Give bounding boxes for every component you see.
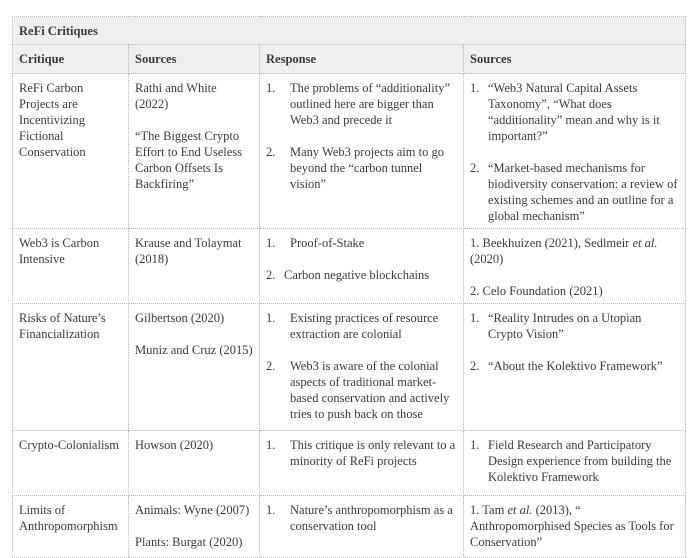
- source-text: 1. Beekhuizen (2021), Sedlmeir: [470, 236, 633, 250]
- source: Rathi and White (2022): [135, 81, 217, 111]
- item-number: 1.: [470, 438, 480, 452]
- sources-cell: [129, 304, 260, 431]
- source-text: 2. Celo Foundation (2021): [470, 284, 603, 298]
- sources-cell: [129, 496, 260, 558]
- list-item: [266, 437, 457, 469]
- response-text: The problems of “additionality” outlined here are bigger than Web3 and precede it: [290, 81, 451, 127]
- table-row: [13, 229, 686, 304]
- critique-cell: ReFi Carbon Projects are Incentivizing Fictional Conservation: [13, 74, 129, 229]
- source-text: “Market-based mechanisms for biodiversity conservation: a review of existing schemes and an outline for a global mechanism”: [488, 161, 678, 223]
- list-item: [470, 358, 679, 374]
- list-item: [266, 235, 457, 251]
- source-text: 1. Tam: [470, 503, 508, 517]
- critique-cell: Limits of Anthropomorphism: [13, 496, 129, 558]
- list-item: [266, 502, 457, 534]
- item-number: 2.: [470, 359, 480, 373]
- response-cell: [260, 74, 464, 229]
- header-critique: Critique: [13, 45, 129, 74]
- source: Animals: Wyne (2007): [135, 503, 250, 517]
- source: “The Biggest Crypto Effort to End Useless Carbon Offsets Is Backfiring”: [135, 129, 243, 191]
- source: Krause and Tolaymat (2018): [135, 236, 242, 266]
- header-response: Response: [260, 45, 464, 74]
- header-sources: Sources: [129, 45, 260, 74]
- response-text: Carbon negative blockchains: [284, 268, 430, 282]
- response-sources-cell: [464, 304, 686, 431]
- item-number: 1.: [470, 311, 480, 325]
- response-text: Proof-of-Stake: [290, 236, 365, 250]
- response-text: This critique is only relevant to a minority of ReFi projects: [290, 438, 456, 468]
- source-text: (2020): [470, 252, 504, 266]
- response-text: Web3 is aware of the colonial aspects of traditional market-based conservation and actively tries to push back on those: [290, 359, 450, 421]
- critique-cell: Web3 is Carbon Intensive: [13, 229, 129, 304]
- source-text: “Reality Intrudes on a Utopian Crypto Vision”: [488, 311, 642, 341]
- source: Plants: Burgat (2020): [135, 535, 243, 549]
- item-number: 2.: [266, 145, 276, 159]
- list-item: [266, 310, 457, 342]
- sources-cell: [129, 431, 260, 496]
- source: Gilbertson (2020): [135, 311, 225, 325]
- sources-cell: [129, 74, 260, 229]
- response-text: Existing practices of resource extraction are colonial: [290, 311, 439, 341]
- item-number: 2.: [470, 161, 480, 175]
- response-sources-cell: [464, 229, 686, 304]
- item-number: 1.: [266, 503, 276, 517]
- item-number: 1.: [266, 311, 276, 325]
- table-title: ReFi Critiques: [13, 17, 686, 45]
- list-item: [470, 437, 679, 485]
- response-cell: [260, 431, 464, 496]
- response-sources-cell: [464, 431, 686, 496]
- response-cell: [260, 496, 464, 558]
- list-item: [266, 144, 457, 192]
- response-sources-cell: [464, 496, 686, 558]
- source-text: Field Research and Participatory Design experience from building the Kolektivo Framework: [488, 438, 672, 484]
- item-number: 1.: [266, 81, 276, 95]
- response-cell: [260, 229, 464, 304]
- list-item: [266, 358, 457, 422]
- table-row: [13, 496, 686, 558]
- source-text: “Web3 Natural Capital Assets Taxonomy”, “What does “additionality” mean and why is it important?”: [488, 81, 660, 143]
- critique-cell: Crypto-Colonialism: [13, 431, 129, 496]
- source: Muniz and Cruz (2015): [135, 343, 253, 357]
- sources-cell: [129, 229, 260, 304]
- item-number: 2.: [266, 359, 276, 373]
- list-item: [470, 310, 679, 342]
- critique-cell: Risks of Nature’s Financialization: [13, 304, 129, 431]
- source-text-italic: et al.: [632, 236, 658, 250]
- response-text: Many Web3 projects aim to go beyond the “carbon tunnel vision”: [290, 145, 444, 191]
- refi-critiques-table: [12, 16, 686, 558]
- source-text: (2013), “ Anthropomorphised Species as Tools for Conservation”: [470, 503, 674, 549]
- response-text: Nature’s anthropomorphism as a conservation tool: [290, 503, 453, 533]
- response-sources-cell: [464, 74, 686, 229]
- list-item: [470, 80, 679, 144]
- item-number: 2.: [266, 268, 276, 282]
- list-item: [470, 235, 679, 267]
- header-response-sources: Sources: [464, 45, 686, 74]
- list-item: [266, 80, 457, 128]
- table-row: [13, 74, 686, 229]
- item-number: 1.: [266, 438, 276, 452]
- source: Howson (2020): [135, 438, 214, 452]
- list-item: [470, 160, 679, 224]
- list-item: [470, 283, 679, 299]
- source-text: “About the Kolektivo Framework”: [488, 359, 663, 373]
- table-row: [13, 431, 686, 496]
- item-number: 1.: [266, 236, 276, 250]
- list-item: [266, 267, 457, 283]
- item-number: 1.: [470, 81, 480, 95]
- response-cell: [260, 304, 464, 431]
- source-text-italic: et al.: [507, 503, 533, 517]
- list-item: [470, 502, 679, 550]
- table-row: [13, 304, 686, 431]
